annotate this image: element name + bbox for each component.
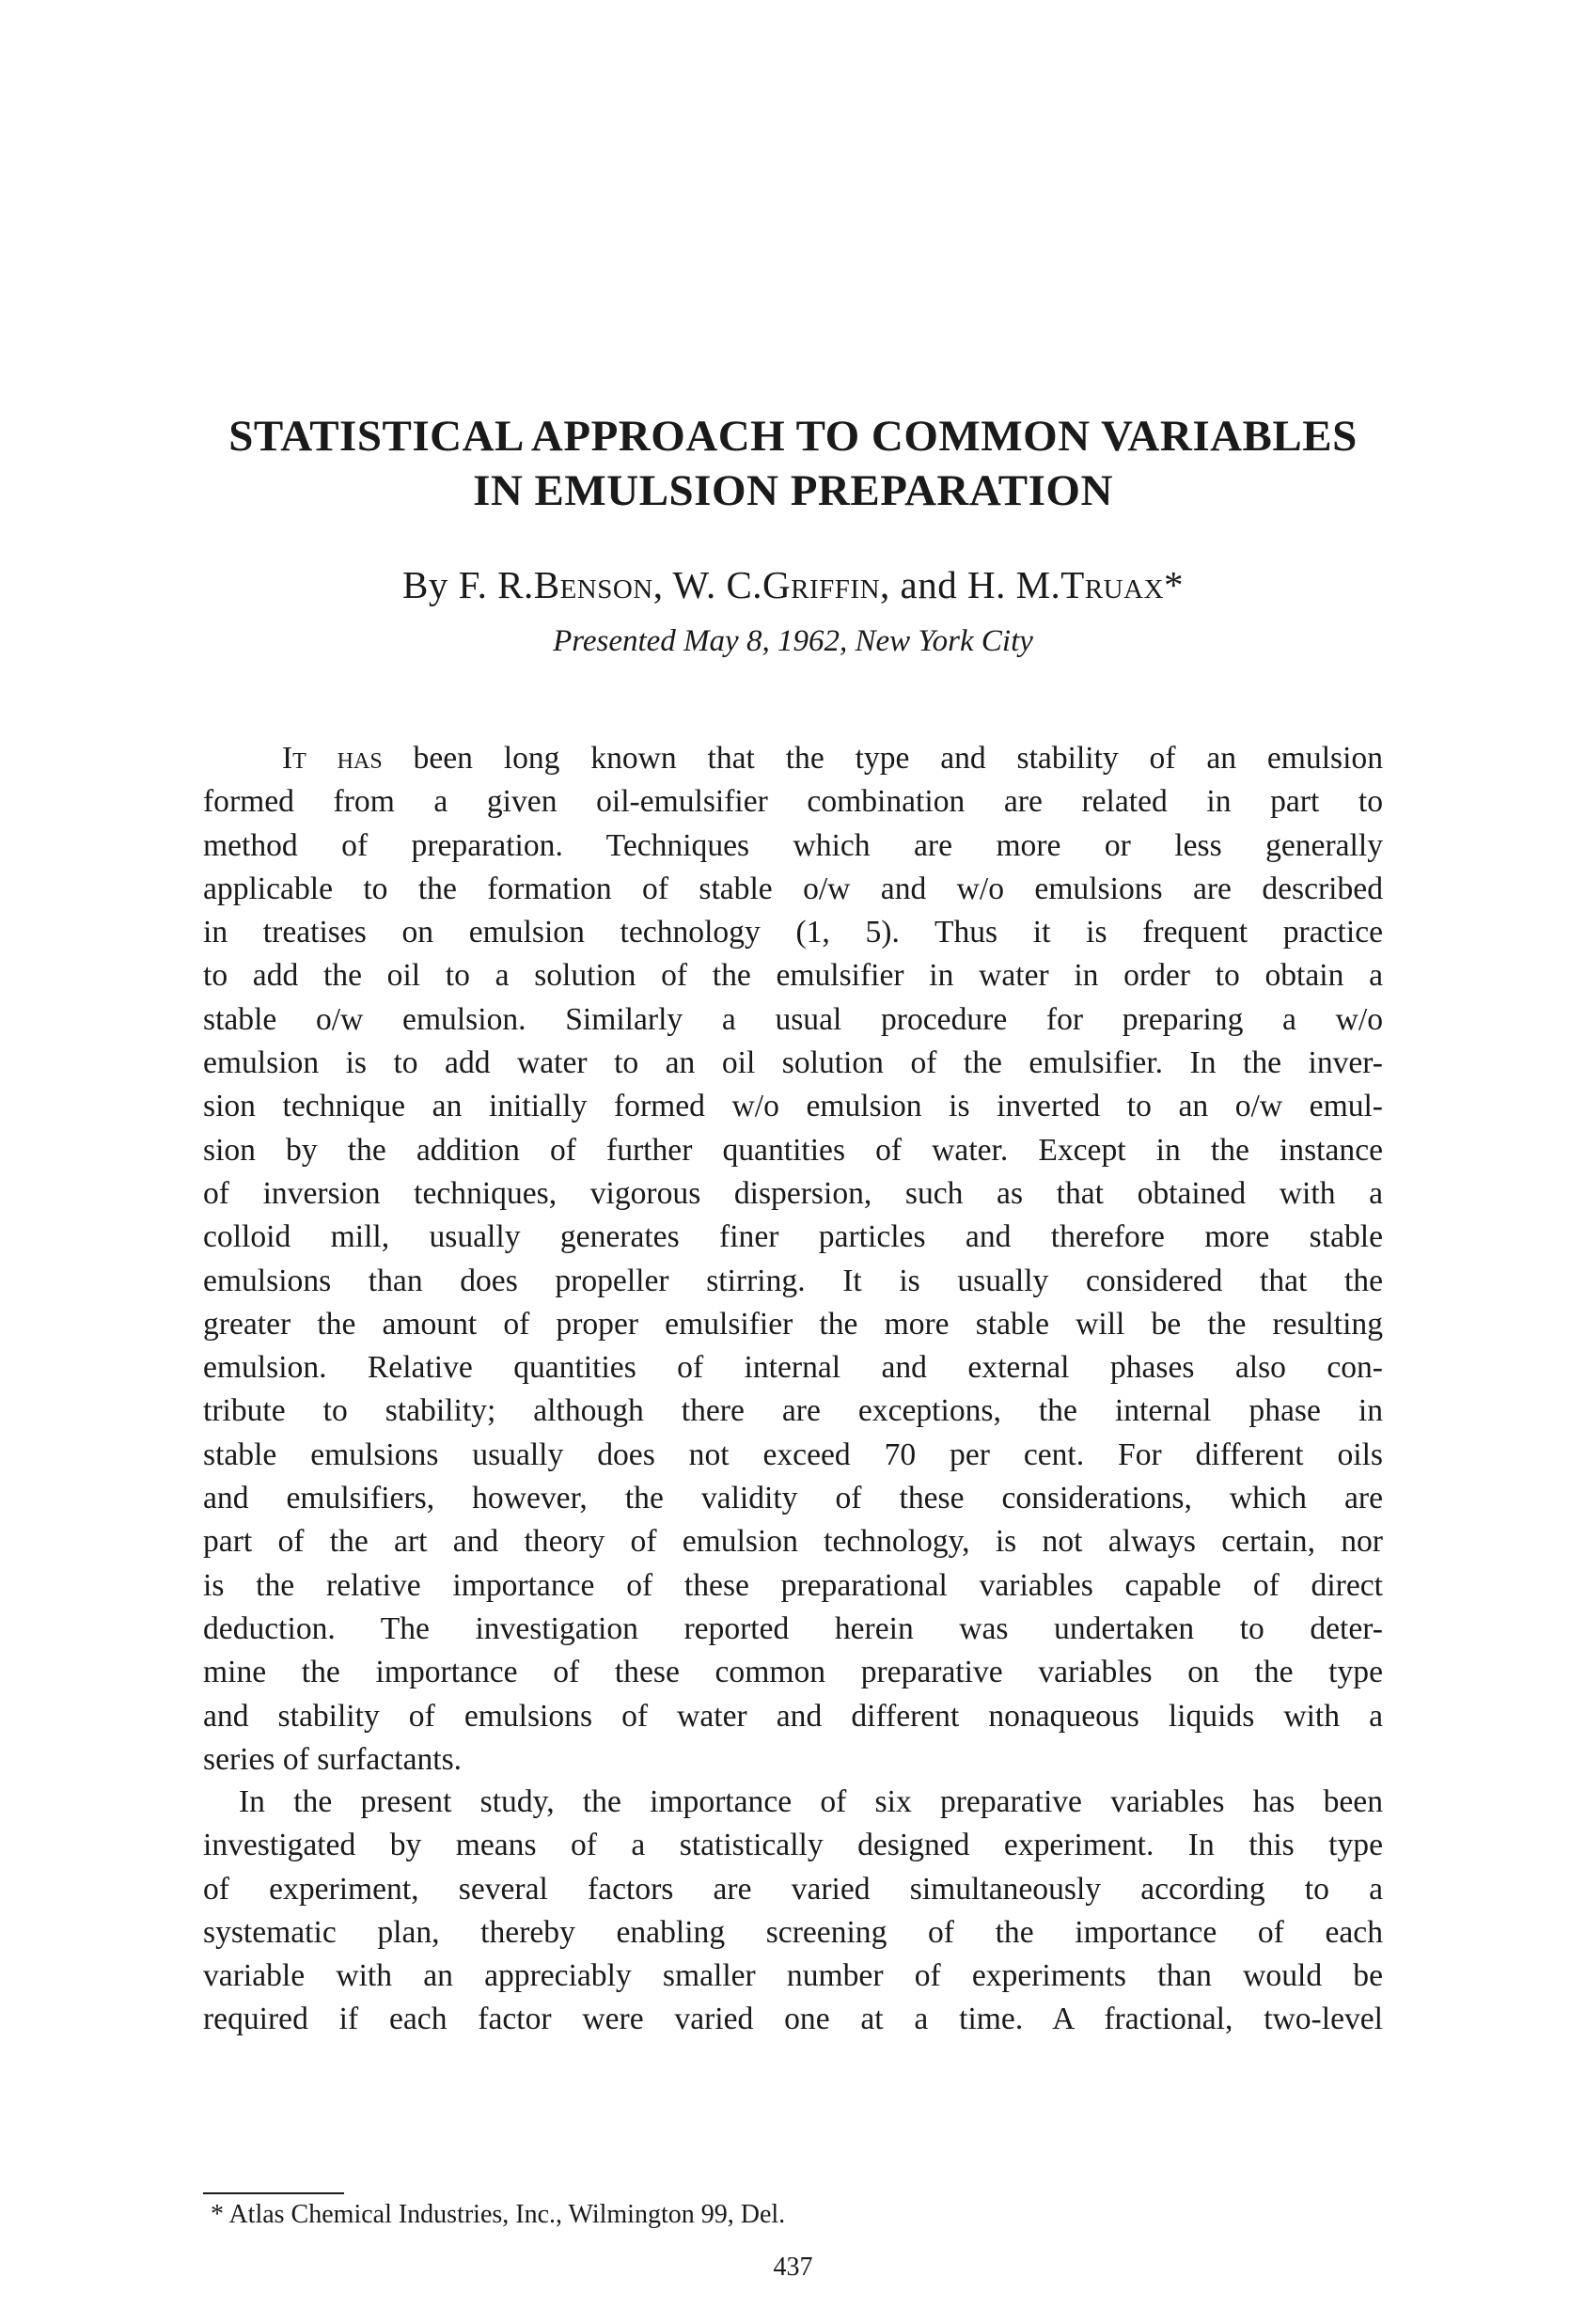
paragraph-1-line: emulsion is to add water to an oil solution of the emulsifier. In the inver- bbox=[203, 1045, 1383, 1081]
paragraph-1-line: is the relative importance of these preparational variables capable of direct bbox=[203, 1567, 1383, 1603]
paragraph-1-line: and stability of emulsions of water and different nonaqueous liquids with a bbox=[203, 1698, 1383, 1734]
paragraph-1-line: applicable to the formation of stable o/w and w/o emulsions are described bbox=[203, 871, 1383, 906]
paragraph-1-line: sion by the addition of further quantities of water. Except in the instance bbox=[203, 1132, 1383, 1168]
paragraph-2-line: In the present study, the importance of six preparative variables has been bbox=[239, 1784, 1383, 1819]
article-title-line-2: IN EMULSION PREPARATION bbox=[473, 466, 1113, 515]
author-affiliation-footnote: * Atlas Chemical Industries, Inc., Wilmington 99, Del. bbox=[211, 2200, 786, 2229]
paragraph-1-line: of inversion techniques, vigorous dispersion, such as that obtained with a bbox=[203, 1175, 1383, 1211]
paragraph-1 bbox=[203, 737, 1383, 1782]
paragraph-2-line: investigated by means of a statistically designed experiment. In this type bbox=[203, 1828, 1383, 1863]
author-2-surname: Griffin bbox=[762, 563, 881, 606]
paragraph-1-line: series of surfactants. bbox=[203, 1741, 463, 1777]
paragraph-1-line: stable o/w emulsion. Similarly a usual procedure for preparing a w/o bbox=[203, 1001, 1383, 1037]
paragraph-1-line: emulsion. Relative quantities of internal and external phases also con- bbox=[203, 1350, 1383, 1386]
article-title-line-1: STATISTICAL APPROACH TO COMMON VARIABLES bbox=[228, 412, 1358, 461]
paragraph-1-line: in treatises on emulsion technology (1, 5). Thus it is frequent practice bbox=[203, 915, 1383, 950]
author-byline bbox=[0, 562, 1586, 607]
author-2-separator: , and bbox=[880, 563, 958, 606]
paragraph-2 bbox=[203, 1781, 1383, 2042]
paragraph-1-line: sion technique an initially formed w/o emulsion is inverted to an o/w emul- bbox=[203, 1089, 1383, 1124]
paragraph-1-line: It has been long known that the type and stability of an emulsion bbox=[282, 741, 1384, 776]
paragraph-2-line: variable with an appreciably smaller number of experiments than would be bbox=[203, 1958, 1383, 1994]
byline-by: By bbox=[401, 563, 448, 606]
page-number: 437 bbox=[773, 2253, 813, 2282]
author-1-initials: F. R. bbox=[458, 563, 534, 606]
paragraph-1-line: formed from a given oil-emulsifier combination are related in part to bbox=[203, 784, 1383, 820]
author-2-initials: W. C. bbox=[672, 563, 763, 606]
paragraph-1-line: method of preparation. Techniques which are more or less generally bbox=[203, 827, 1383, 863]
paragraph-1-line: mine the importance of these common preparative variables on the type bbox=[203, 1655, 1383, 1690]
author-1-surname: Benson bbox=[533, 563, 653, 606]
paragraph-1-line: colloid mill, usually generates finer particles and therefore more stable bbox=[203, 1219, 1383, 1255]
author-1-separator: , bbox=[652, 563, 664, 606]
paragraph-2-line: systematic plan, thereby enabling screening of the importance of each bbox=[203, 1914, 1383, 1950]
paragraph-1-line: to add the oil to a solution of the emulsifier in water in order to obtain a bbox=[203, 958, 1383, 994]
paragraph-1-line: stable emulsions usually does not exceed 70 per cent. For different oils bbox=[203, 1437, 1383, 1472]
footnote-divider bbox=[203, 2192, 344, 2194]
author-3-surname: Truax* bbox=[1060, 563, 1185, 606]
paragraph-1-line: emulsions than does propeller stirring. It is usually considered that the bbox=[203, 1263, 1383, 1298]
paragraph-1-line: deduction. The investigation reported herein was undertaken to deter- bbox=[203, 1610, 1383, 1646]
paragraph-1-line: and emulsifiers, however, the validity of these considerations, which are bbox=[203, 1481, 1383, 1516]
paragraph-1-line: part of the art and theory of emulsion technology, is not always certain, nor bbox=[203, 1524, 1383, 1560]
paragraph-1-line: tribute to stability; although there are exceptions, the internal phase in bbox=[203, 1393, 1383, 1429]
opening-small-caps: It has bbox=[282, 741, 383, 776]
paragraph-2-line: of experiment, several factors are varied simultaneously according to a bbox=[203, 1871, 1383, 1907]
paragraph-1-line: greater the amount of proper emulsifier the more stable will be the resulting bbox=[203, 1306, 1383, 1342]
presentation-note: Presented May 8, 1962, New York City bbox=[553, 624, 1033, 658]
paragraph-2-line: required if each factor were varied one at a time. A fractional, two-level bbox=[203, 2002, 1383, 2037]
author-3-initials: H. M. bbox=[966, 563, 1061, 606]
